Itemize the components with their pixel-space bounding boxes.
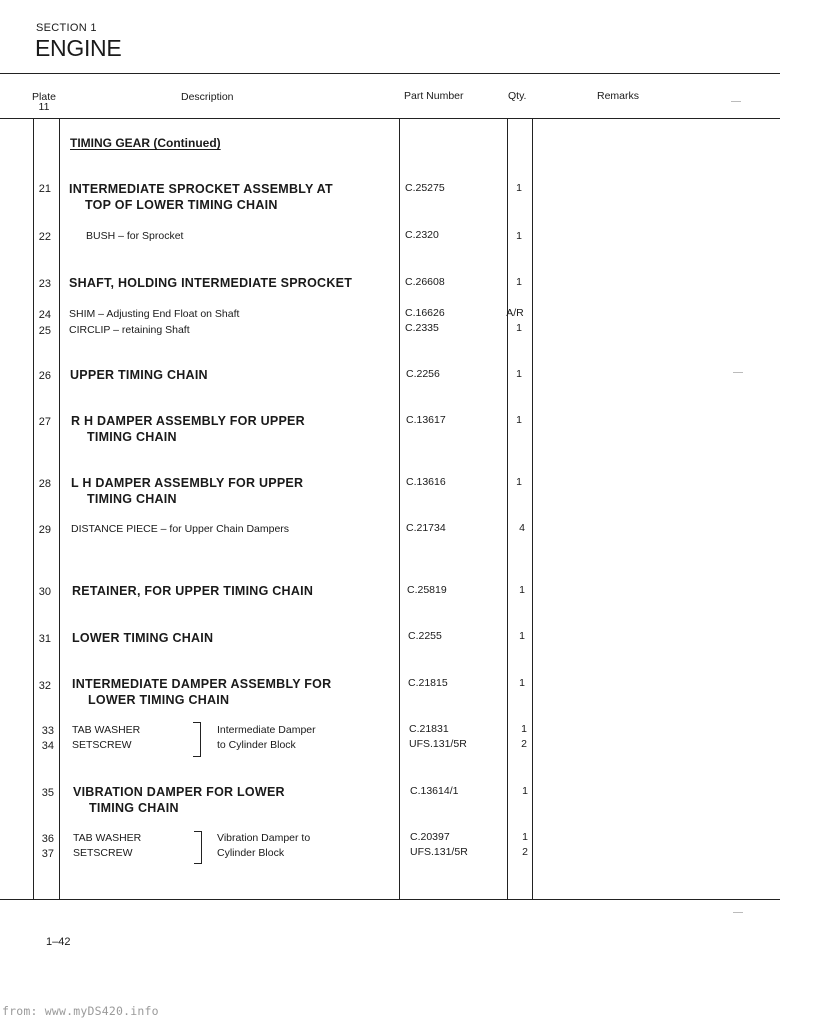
- item-number: 26: [38, 370, 51, 382]
- part-number: C.13614/1: [410, 785, 459, 797]
- quantity: 1: [519, 677, 525, 689]
- desc-line: TIMING CHAIN: [89, 801, 179, 815]
- watermark: from: www.myDS420.info: [2, 1004, 159, 1018]
- bracket: [193, 722, 201, 757]
- item-number: 33: [41, 725, 54, 737]
- part-number: C.21734: [406, 522, 446, 534]
- item-description: CIRCLIP – retaining Shaft: [69, 324, 190, 336]
- header-top-rule: [0, 73, 780, 74]
- part-number: C.16626: [405, 307, 445, 319]
- item-number: 24: [38, 309, 51, 321]
- quantity: 1: [516, 276, 522, 288]
- item-number: 21: [38, 183, 51, 195]
- quantity: 1: [519, 630, 525, 642]
- item-description: [72, 676, 331, 708]
- desc-line: TIMING CHAIN: [87, 492, 177, 506]
- quantity: 1: [516, 322, 522, 334]
- item-description: [71, 413, 305, 445]
- note-line: Intermediate Damper: [217, 724, 316, 736]
- item-number: 25: [38, 325, 51, 337]
- item-number: 29: [38, 524, 51, 536]
- part-number: C.20397: [410, 831, 450, 843]
- quantity: 2: [521, 738, 527, 750]
- quantity: 1: [521, 723, 527, 735]
- part-number: C.21815: [408, 677, 448, 689]
- header-bottom-rule: [0, 118, 780, 119]
- item-description: SHAFT, HOLDING INTERMEDIATE SPROCKET: [69, 276, 353, 290]
- part-number: C.2256: [406, 368, 440, 380]
- item-number: 37: [41, 848, 54, 860]
- quantity: 1: [522, 785, 528, 797]
- part-number: C.2255: [408, 630, 442, 642]
- section-label: SECTION 1: [36, 22, 97, 34]
- column-header-plate: [30, 92, 58, 112]
- item-description: RETAINER, FOR UPPER TIMING CHAIN: [72, 584, 314, 598]
- quantity: 1: [519, 584, 525, 596]
- part-number: C.25819: [407, 584, 447, 596]
- scan-mark: [733, 912, 743, 913]
- scan-mark: [733, 372, 743, 373]
- item-description: [73, 784, 285, 816]
- item-number: 28: [38, 478, 51, 490]
- table-bottom-rule: [0, 899, 780, 900]
- column-header-qty: Qty.: [508, 90, 527, 102]
- part-number: UFS.131/5R: [409, 738, 467, 750]
- item-number: 36: [41, 833, 54, 845]
- item-description: [69, 181, 333, 213]
- part-number: UFS.131/5R: [410, 846, 468, 858]
- item-number: 31: [38, 633, 51, 645]
- part-number: C.13616: [406, 476, 446, 488]
- desc-line: INTERMEDIATE SPROCKET ASSEMBLY AT: [69, 182, 333, 196]
- plate-number: 11: [38, 101, 50, 113]
- note-line: Cylinder Block: [217, 847, 285, 859]
- quantity: 1: [516, 230, 522, 242]
- quantity: 2: [522, 846, 528, 858]
- group-title: TIMING GEAR (Continued): [70, 136, 221, 150]
- column-header-part-number: Part Number: [404, 90, 464, 102]
- bracket: [194, 831, 202, 864]
- quantity: 1: [516, 182, 522, 194]
- quantity: 1: [516, 368, 522, 380]
- item-description: [71, 475, 303, 507]
- column-header-remarks: Remarks: [597, 90, 640, 102]
- item-number: 35: [41, 787, 54, 799]
- item-description: SHIM – Adjusting End Float on Shaft: [69, 308, 240, 320]
- part-number: C.2335: [405, 322, 439, 334]
- part-number: C.2320: [405, 229, 439, 241]
- item-number: 27: [38, 416, 51, 428]
- column-rule-plate-right: [59, 118, 60, 899]
- quantity: A/R: [506, 307, 524, 319]
- bracket-note: [217, 723, 316, 753]
- desc-line: LOWER TIMING CHAIN: [88, 693, 230, 707]
- part-number: C.13617: [406, 414, 446, 426]
- desc-line: VIBRATION DAMPER FOR LOWER: [73, 785, 285, 799]
- desc-line: R H DAMPER ASSEMBLY FOR UPPER: [71, 414, 305, 428]
- item-description: SETSCREW: [72, 739, 132, 751]
- item-number: 30: [38, 586, 51, 598]
- item-number: 23: [38, 278, 51, 290]
- item-description: TAB WASHER: [73, 832, 142, 844]
- column-header-description: Description: [181, 91, 234, 103]
- note-line: Vibration Damper to: [217, 832, 311, 844]
- quantity: 1: [516, 476, 522, 488]
- part-number: C.25275: [405, 182, 445, 194]
- item-number: 22: [38, 231, 51, 243]
- item-number: 32: [38, 680, 51, 692]
- part-number: C.26608: [405, 276, 445, 288]
- bracket-note: [217, 831, 310, 861]
- column-rule-desc-right: [399, 118, 400, 899]
- item-description: TAB WASHER: [72, 724, 141, 736]
- item-description: UPPER TIMING CHAIN: [70, 368, 208, 382]
- item-description: LOWER TIMING CHAIN: [72, 631, 214, 645]
- desc-line: INTERMEDIATE DAMPER ASSEMBLY FOR: [72, 677, 332, 691]
- quantity: 1: [522, 831, 528, 843]
- plate-label: Plate: [32, 91, 56, 103]
- item-description: SETSCREW: [73, 847, 133, 859]
- quantity: 1: [516, 414, 522, 426]
- quantity: 4: [519, 522, 525, 534]
- part-number: C.21831: [409, 723, 449, 735]
- scan-mark: [731, 101, 741, 102]
- item-description: DISTANCE PIECE – for Upper Chain Dampers: [71, 523, 290, 535]
- section-title: ENGINE: [35, 35, 122, 61]
- item-number: 34: [41, 740, 54, 752]
- desc-line: L H DAMPER ASSEMBLY FOR UPPER: [71, 476, 304, 490]
- column-rule-qty-right: [532, 118, 533, 899]
- desc-line: TIMING CHAIN: [87, 430, 177, 444]
- desc-line: TOP OF LOWER TIMING CHAIN: [85, 198, 278, 212]
- note-line: to Cylinder Block: [217, 739, 296, 751]
- item-description: BUSH – for Sprocket: [86, 230, 184, 242]
- page-number: 1–42: [46, 936, 71, 948]
